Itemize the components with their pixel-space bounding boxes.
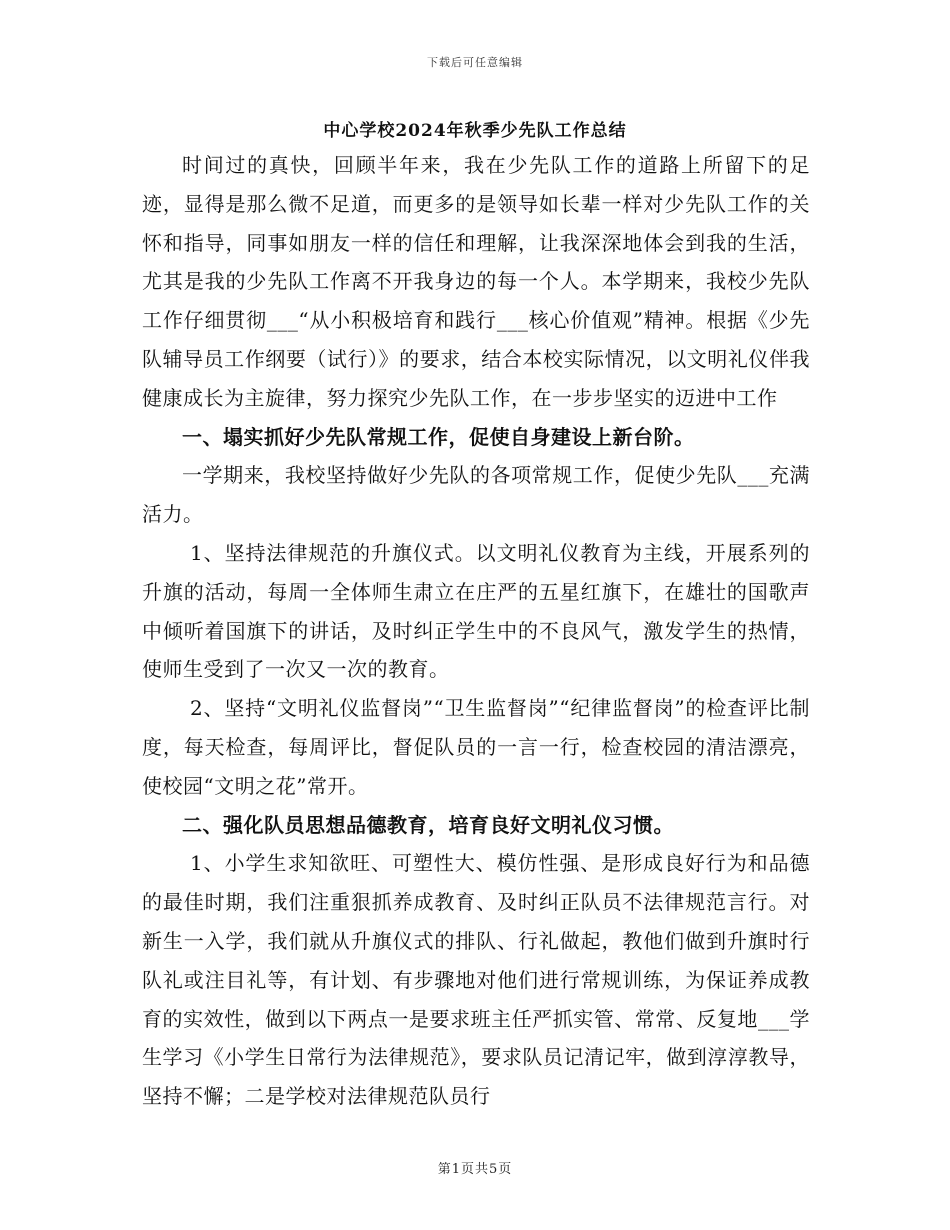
header-note: 下载后可任意编辑 <box>427 56 523 69</box>
document-title: 中心学校2024年秋季少先队工作总结 <box>323 121 627 141</box>
section-heading-1: 一、塌实抓好少先队常规工作，促使自身建设上新台阶。 <box>182 424 695 449</box>
document-body <box>142 146 810 1116</box>
paragraph-item-1-2: 2、坚持“文明礼仪监督岗”“卫生监督岗”“纪律监督岗”的检查评比制度，每天检查，每周评比，督促队员的一言一行，检查校园的清洁漂亮，使校园“文明之花”常开。 <box>142 696 810 798</box>
paragraph-section-1-intro: 一学期来，我校坚持做好少先队的各项常规工作，促使少先队___充满活力。 <box>142 463 810 527</box>
paragraph-item-2-1: 1、小学生求知欲旺、可塑性大、模仿性强、是形成良好行为和品德的最佳时期，我们注重狠抓养成教育、及时纠正队员不法律规范言行。对新生一入学，我们就从升旗仪式的排队、行礼做起，教他们做到升旗时行队礼或注目礼等，有计划、有步骤地对他们进行常规训练，为保证养成教育的实效性，做到以下两点一是要求班主任严抓实管、常常、反复地___学生学习《小学生日常行为法律规范》，要求队员记清记牢，做到淳淳教导，坚持不懈；二是学校对法律规范队员行 <box>142 851 810 1109</box>
paragraph-intro: 时间过的真快，回顾半年来，我在少先队工作的道路上所留下的足迹，显得是那么微不足道，而更多的是领导如长辈一样对少先队工作的关怀和指导，同事如朋友一样的信任和理解，让我深深地体会到我的生活，尤其是我的少先队工作离不开我身边的每一个人。本学期来，我校少先队工作仔细贯彻___“从小积极培育和践行___核心价值观”精神。根据《少先队辅导员工作纲要（试行）》的要求，结合本校实际情况，以文明礼仪伴我健康成长为主旋律，努力探究少先队工作，在一步步坚实的迈进中工作 <box>142 153 810 410</box>
section-heading-2: 二、强化队员思想品德教育，培育良好文明礼仪习惯。 <box>182 812 674 837</box>
paragraph-item-1-1: 1、坚持法律规范的升旗仪式。以文明礼仪教育为主线，开展系列的升旗的活动，每周一全体师生肃立在庄严的五星红旗下，在雄壮的国歌声中倾听着国旗下的讲话，及时纠正学生中的不良风气，激发学生的热情，使师生受到了一次又一次的教育。 <box>142 540 810 682</box>
page-footer: 第1页共5页 <box>437 1162 513 1177</box>
